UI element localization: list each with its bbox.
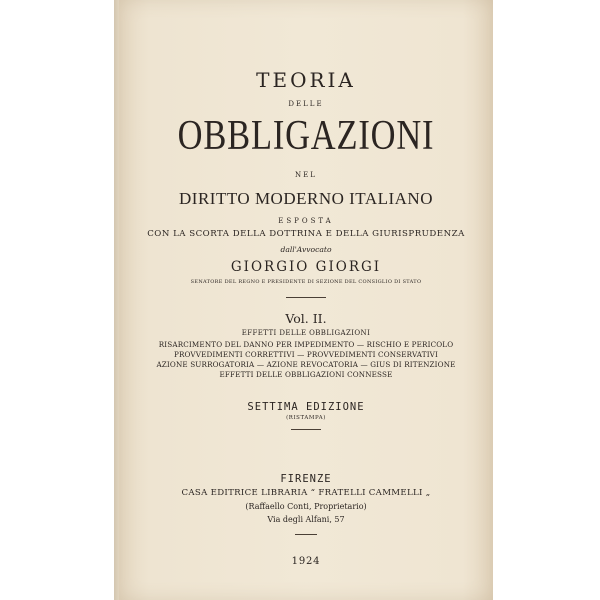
avvocato-label: dall'Avvocato	[280, 245, 332, 254]
volume-label: Vol. II.	[285, 311, 327, 326]
publication-city: FIRENZE	[280, 473, 332, 485]
subtitle: DIRITTO MODERNO ITALIANO	[179, 189, 433, 208]
contents-line: EFFETTI DELLE OBBLIGAZIONI	[241, 329, 371, 337]
divider-rule	[286, 297, 326, 298]
contents-line: RISARCIMENTO DEL DANNO PER IMPEDIMENTO — RISCHIO E PERICOLO	[158, 340, 454, 349]
title-connector-delle: DELLE	[288, 100, 324, 108]
title-line-teoria: TEORIA	[256, 68, 356, 92]
esposta-label: ESPOSTA	[278, 217, 334, 225]
divider-rule	[291, 429, 321, 430]
title-main-obbligazioni: OBBLIGAZIONI	[177, 113, 435, 159]
publisher-owner: (Raffaello Conti, Proprietario)	[245, 502, 367, 511]
publisher-line: CASA EDITRICE LIBRARIA “ FRATELLI CAMMELLI „	[181, 488, 431, 498]
publication-year: 1924	[291, 556, 321, 567]
title-page	[119, 0, 493, 600]
contents-line: EFFETTI DELLE OBBLIGAZIONI CONNESSE	[219, 370, 393, 379]
reprint-label: (RISTAMPA)	[286, 415, 326, 421]
author-title: SENATORE DEL REGNO E PRESIDENTE DI SEZIONE DEL CONSIGLIO DI STATO	[190, 279, 422, 285]
divider-rule	[295, 534, 317, 535]
author-name: GIORGIO GIORGI	[230, 259, 382, 275]
contents-line: PROVVEDIMENTI CORRETTIVI — PROVVEDIMENTI CONSERVATIVI	[173, 350, 439, 359]
title-connector-nel: NEL	[295, 171, 317, 179]
scorta-line: CON LA SCORTA DELLA DOTTRINA E DELLA GIURISPRUDENZA	[147, 229, 465, 239]
contents-line: AZIONE SURROGATORIA — AZIONE REVOCATORIA — GIUS DI RITENZIONE	[156, 360, 456, 369]
publisher-address: Via degli Alfani, 57	[267, 515, 345, 524]
edition-label: SETTIMA EDIZIONE	[247, 401, 365, 413]
